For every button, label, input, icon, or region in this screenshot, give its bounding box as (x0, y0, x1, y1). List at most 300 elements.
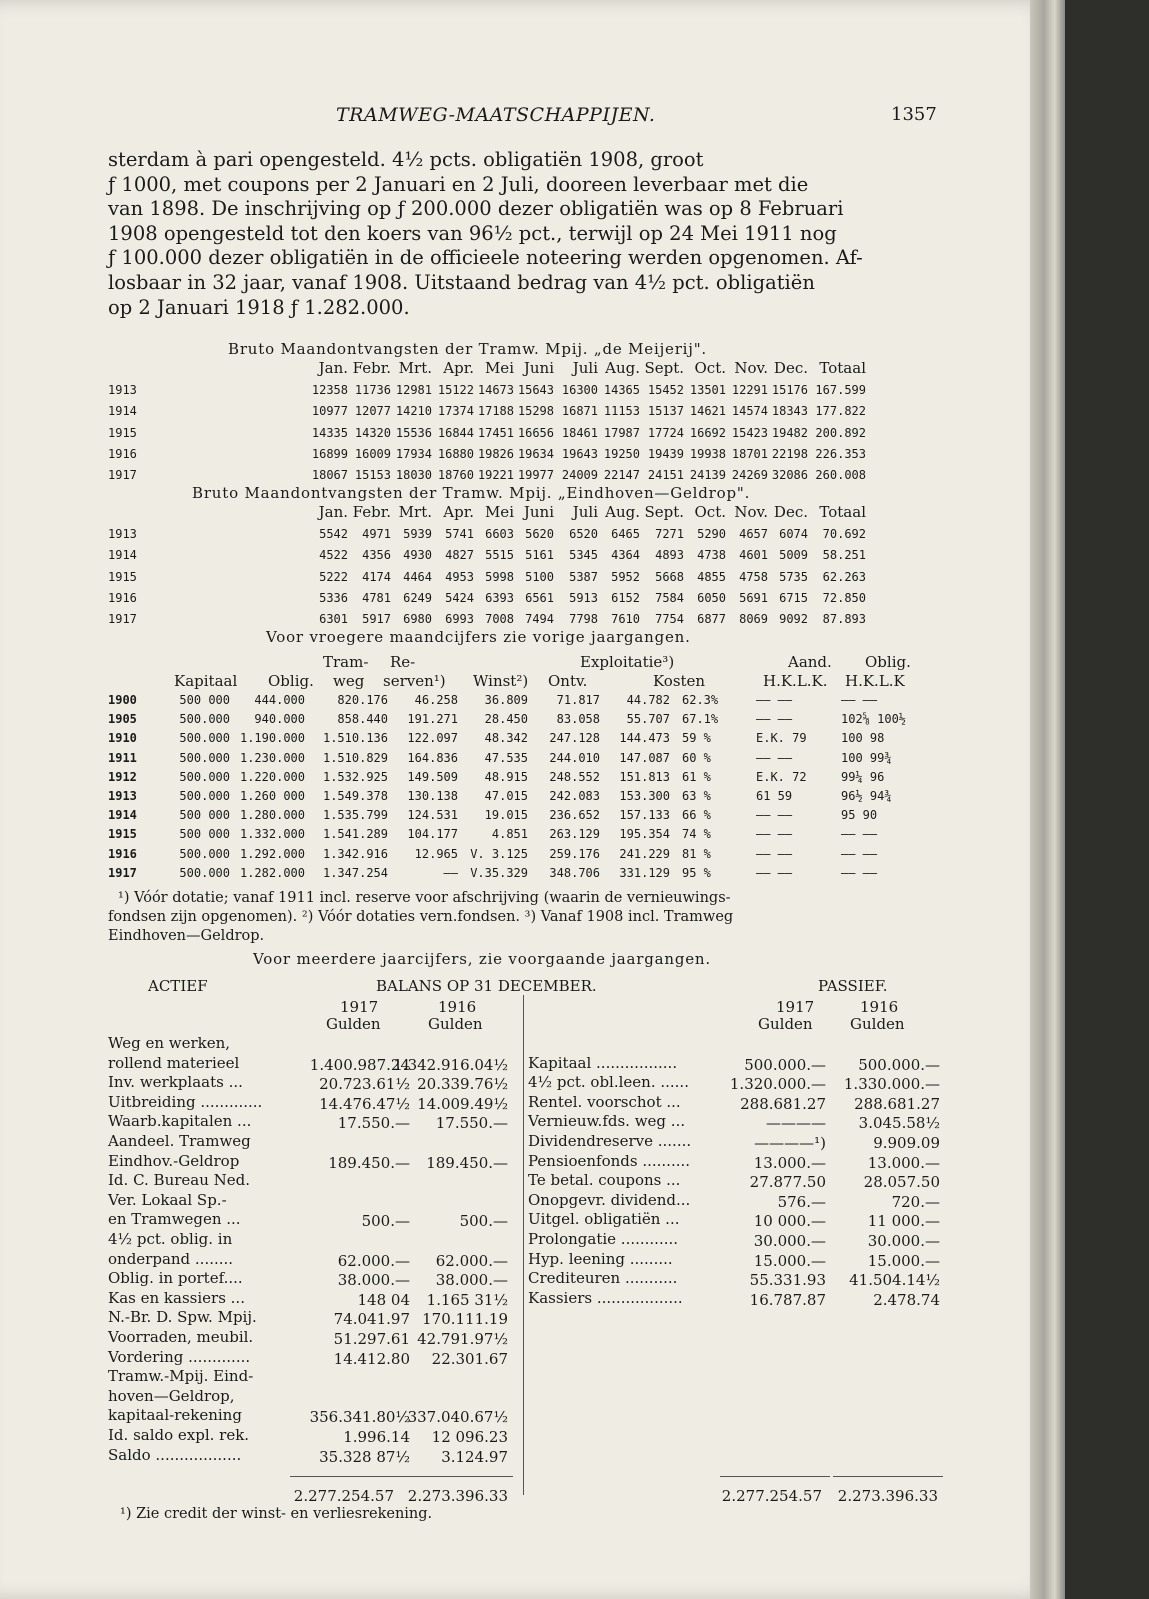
column-header: Mei (484, 503, 514, 521)
table-cell: 500 000 (179, 693, 230, 707)
asset-value-1917: 148 04 (357, 1290, 410, 1309)
asset-label: Ver. Lokaal Sp.- (108, 1190, 227, 1209)
table-cell: 18701 (731, 446, 768, 461)
asset-label: Weg en werken, (108, 1034, 231, 1052)
asset-label: Saldo .................. (108, 1445, 242, 1464)
table-cell: 72.850 (822, 590, 866, 605)
table-cell: 19221 (477, 468, 514, 483)
row-year: 1915 (108, 425, 137, 440)
table-cell: 9092 (779, 612, 808, 627)
liability-value-1917: 1.320.000.— (729, 1075, 826, 1094)
table-cell: 241.229 (619, 846, 670, 861)
liability-value-1916: 30.000.— (867, 1232, 940, 1250)
column-header: Sept. (644, 359, 684, 377)
table-cell: 153.300 (619, 789, 670, 803)
asset-label: Uitbreiding ............. (108, 1092, 263, 1111)
table-cell: 1.332.000 (239, 827, 305, 842)
total-assets-1916: 2.273.396.33 (407, 1487, 508, 1505)
table-cell: 100 98 (841, 731, 885, 746)
table-cell: 4464 (403, 569, 432, 584)
asset-value-1916: 500.— (459, 1212, 508, 1231)
table-cell: 16656 (517, 425, 554, 440)
table-cell: 17374 (437, 404, 474, 419)
table-cell: 5387 (569, 569, 598, 584)
table-cell: 500.000 (179, 769, 230, 784)
column-header: Mei (484, 359, 514, 377)
table-cell: 6152 (611, 590, 640, 605)
history-header: Aand. (788, 653, 832, 671)
table-cell: 6603 (485, 527, 514, 541)
table-cell: 14335 (311, 425, 348, 440)
table-cell: 15176 (771, 383, 808, 397)
liability-label: Onopgevr. dividend... (528, 1190, 691, 1209)
background (1065, 0, 1149, 1599)
table-cell: —— —— (756, 693, 793, 707)
table-cell: 226.353 (815, 446, 866, 461)
asset-value-1916: 170.111.19 (422, 1310, 508, 1329)
table-cell: 1.549.378 (322, 789, 388, 803)
column-header: Mrt. (398, 503, 432, 521)
table-cell: 6993 (445, 612, 474, 627)
table-cell: 48.915 (484, 769, 528, 784)
column-header: Apr. (443, 359, 474, 377)
table-cell: 500.000 (179, 846, 230, 861)
table-cell: 22147 (603, 468, 640, 483)
liability-value-1917: 55.331.93 (749, 1271, 826, 1290)
row-year: 1916 (108, 446, 137, 461)
asset-value-1917: 1.400.987.24 (309, 1055, 410, 1074)
liability-value-1917: 30.000.— (753, 1232, 826, 1250)
table-cell: 500.000 (179, 750, 230, 765)
row-year: 1914 (108, 808, 137, 823)
balance-footnote: ¹) Zie credit der winst- en verliesrekening. (120, 1506, 433, 1522)
table-cell: 260.008 (815, 468, 866, 483)
table-cell: —— —— (756, 808, 793, 823)
table-cell: 17987 (603, 425, 640, 440)
column-header: Jan. (318, 359, 348, 377)
table-cell: 444.000 (254, 693, 305, 707)
asset-label: Eindhov.-Geldrop (108, 1151, 240, 1170)
asset-value-1916: 3.124.97 (441, 1447, 508, 1466)
table-cell: 500.000 (179, 789, 230, 803)
asset-value-1916: 38.000.— (435, 1271, 508, 1290)
table-cell: 6050 (697, 590, 726, 605)
table-cell: 47.535 (484, 750, 528, 765)
column-header: Totaal (819, 503, 866, 521)
column-header: Totaal (819, 359, 866, 377)
liability-value-1917: 500.000.— (744, 1055, 826, 1074)
table-cell: 19634 (517, 446, 554, 461)
table-cell: 5917 (362, 612, 391, 627)
total-liabilities-1917: 2.277.254.57 (721, 1487, 822, 1505)
liability-value-1916: 9.909.09 (873, 1134, 940, 1152)
table-cell: 16009 (354, 446, 391, 461)
table-cell: 6301 (319, 612, 348, 627)
asset-label: Tramw.-Mpij. Eind- (108, 1367, 254, 1386)
history-header: Winst²) (473, 672, 529, 690)
table-cell: 12077 (354, 404, 391, 419)
table-cell: 500.000 (179, 865, 230, 880)
table-cell: 331.129 (619, 865, 670, 880)
table-cell: 19439 (647, 446, 684, 461)
history-header: Oblig. (865, 653, 911, 671)
table-cell: 17451 (477, 425, 514, 440)
table-cell: 4174 (362, 569, 391, 584)
column-header: Nov. (734, 359, 768, 377)
liability-value-1916: 13.000.— (867, 1153, 940, 1172)
table-cell: 11153 (603, 404, 640, 419)
table-cell: —— —— (756, 750, 793, 765)
history-header: Exploitatie³) (580, 653, 675, 671)
liability-label: Kassiers .................. (528, 1288, 683, 1307)
table-cell: 259.176 (549, 846, 600, 861)
table-cell: 4953 (445, 569, 474, 584)
table-cell: 1.230.000 (239, 750, 305, 765)
asset-value-1916: 17.550.— (435, 1114, 508, 1133)
table-cell: 15153 (354, 468, 391, 483)
table-cell: 6520 (569, 527, 598, 541)
table-cell: 157.133 (619, 808, 670, 823)
table-cell: 66 % (682, 808, 711, 823)
row-year: 1911 (108, 750, 137, 765)
table-cell: 46.258 (414, 693, 458, 707)
table-cell: 61 59 (756, 789, 793, 803)
table-cell: 59 % (682, 731, 711, 746)
history-header: Re- (390, 653, 416, 671)
asset-label: onderpand ........ (108, 1249, 234, 1268)
table-cell: 17724 (647, 425, 684, 440)
liability-value-1917: 288.681.27 (740, 1094, 826, 1113)
asset-value-1917: 20.723.61½ (319, 1075, 410, 1094)
table-cell: V.35.329 (470, 865, 528, 880)
table-cell: 500 000 (179, 827, 230, 842)
table-cell: 15137 (647, 404, 684, 419)
table-cell: 14210 (395, 404, 432, 419)
table-cell: 55.707 (626, 712, 670, 727)
table-cell: 19643 (561, 446, 598, 461)
table-cell: 14574 (731, 404, 768, 419)
asset-value-1917: 500.— (361, 1212, 410, 1231)
liability-value-1916: 288.681.27 (854, 1094, 940, 1113)
table-cell: —— (443, 865, 458, 880)
table-cell: 4971 (362, 527, 391, 541)
asset-label: Vordering ............. (108, 1347, 251, 1366)
page-edge (1030, 0, 1065, 1599)
total-liabilities-1916: 2.273.396.33 (837, 1487, 938, 1505)
table-cell: —— —— (756, 827, 793, 842)
row-year: 1913 (108, 383, 137, 397)
history-header: Oblig. (268, 672, 314, 690)
liability-label: 4½ pct. obl.leen. ...... (528, 1073, 689, 1092)
row-year: 1916 (108, 846, 137, 861)
table-cell: 7494 (525, 612, 554, 627)
table-cell: 5741 (445, 527, 474, 541)
table-cell: 47.015 (484, 789, 528, 803)
table-cell: —— —— (756, 712, 793, 727)
table-cell: 348.706 (549, 865, 600, 880)
liability-value-1917: ————¹) (754, 1134, 826, 1152)
asset-value-1916: 42.791.97½ (417, 1330, 508, 1348)
table-cell: 96½ 94¾ (841, 789, 892, 803)
table-cell: 15452 (647, 383, 684, 397)
column-header: Apr. (443, 503, 474, 521)
row-year: 1915 (108, 827, 137, 842)
table-cell: 6074 (779, 527, 808, 541)
table-cell: 19938 (689, 446, 726, 461)
table-cell: 6465 (611, 527, 640, 541)
table-cell: 12.965 (414, 846, 458, 861)
liability-value-1916: 41.504.14½ (849, 1271, 940, 1290)
unit-label: Gulden (326, 1015, 381, 1033)
table-cell: 14320 (354, 425, 391, 440)
running-title: TRAMWEG-MAATSCHAPPIJEN. (336, 104, 656, 126)
row-year: 1917 (108, 865, 137, 880)
table-cell: 16899 (311, 446, 348, 461)
table-cell: 14673 (477, 383, 514, 397)
table-cell: 4356 (362, 548, 391, 563)
history-header: Kapitaal (174, 672, 238, 690)
table-cell: 8069 (739, 612, 768, 627)
table-cell: 7008 (485, 612, 514, 627)
table-cell: 5952 (611, 569, 640, 584)
table-cell: 62.3% (682, 693, 719, 707)
asset-value-1917: 38.000.— (337, 1271, 410, 1290)
row-year: 1917 (108, 468, 137, 483)
table-cell: 149.509 (407, 769, 458, 784)
table-cell: 17934 (395, 446, 432, 461)
balance-title: BALANS OP 31 DECEMBER. (376, 977, 597, 995)
table-cell: 99¼ 96 (841, 769, 885, 784)
table-cell: 5515 (485, 548, 514, 563)
table-cell: 14365 (603, 383, 640, 397)
row-year: 1913 (108, 789, 137, 803)
table-cell: 858.440 (337, 712, 388, 727)
eindhoven-note: Voor vroegere maandcijfers zie vorige jaargangen. (266, 628, 691, 646)
liability-label: Kapitaal ................. (528, 1053, 678, 1072)
column-header: Aug. (605, 359, 640, 377)
asset-value-1916: 20.339.76½ (417, 1075, 508, 1094)
table-cell: 4758 (739, 569, 768, 584)
table-cell: 5735 (779, 569, 808, 584)
liability-label: Uitgel. obligatiën ... (528, 1210, 680, 1229)
table-cell: 87.893 (822, 612, 866, 627)
paragraph-line: van 1898. De inschrijving op ƒ 200.000 dezer obligatiën was op 8 Februari (108, 197, 844, 221)
asset-label: Oblig. in portef.... (108, 1269, 243, 1288)
page-number: 1357 (891, 104, 937, 125)
table-cell: 167.599 (815, 383, 866, 397)
meijerij-caption: Bruto Maandontvangsten der Tramw. Mpij. „de Meijerij". (228, 340, 707, 358)
liability-value-1917: 27.877.50 (749, 1173, 826, 1192)
asset-value-1917: 51.297.61 (333, 1330, 410, 1348)
table-cell: 60 % (682, 750, 711, 765)
table-cell: 16692 (689, 425, 726, 440)
unit-label: Gulden (758, 1015, 813, 1033)
table-cell: 6980 (403, 612, 432, 627)
table-cell: 5998 (485, 569, 514, 584)
row-year: 1905 (108, 712, 137, 727)
column-header: Mrt. (398, 359, 432, 377)
table-cell: 1.510.136 (322, 731, 388, 746)
paragraph-line: sterdam à pari opengesteld. 4½ pcts. obligatiën 1908, groot (108, 148, 704, 171)
column-header: Juli (572, 503, 598, 521)
table-cell: 19977 (517, 468, 554, 483)
table-cell: 11736 (354, 383, 391, 397)
table-cell: 191.271 (407, 712, 458, 727)
column-header: Oct. (694, 503, 726, 521)
table-cell: 4657 (739, 527, 768, 541)
history-footnote: fondsen zijn opgenomen). ²) Vóór dotaties vern.fondsen. ³) Vanaf 1908 incl. Tramweg (108, 909, 734, 925)
row-year: 1900 (108, 693, 137, 707)
table-cell: 12291 (731, 383, 768, 397)
column-header: Dec. (773, 359, 808, 377)
table-cell: 4781 (362, 590, 391, 605)
table-cell: 5100 (525, 569, 554, 584)
table-cell: —— —— (841, 846, 878, 861)
row-year: 1916 (108, 590, 137, 605)
liability-label: Prolongatie ............ (528, 1230, 679, 1248)
table-cell: 48.342 (484, 731, 528, 746)
liability-value-1917: 16.787.87 (749, 1290, 826, 1309)
history-note: Voor meerdere jaarcijfers, zie voorgaande jaargangen. (253, 950, 711, 968)
table-cell: 16880 (437, 446, 474, 461)
table-cell: 44.782 (626, 693, 670, 707)
actief-heading: ACTIEF (148, 977, 208, 995)
column-header: Aug. (605, 503, 640, 521)
row-year: 1917 (108, 612, 137, 627)
table-cell: 7610 (611, 612, 640, 627)
table-cell: 14621 (689, 404, 726, 419)
table-cell: —— —— (841, 693, 878, 707)
table-cell: 15298 (517, 404, 554, 419)
table-cell: 5290 (697, 527, 726, 541)
table-cell: 83.058 (556, 712, 600, 727)
paragraph-line: op 2 Januari 1918 ƒ 1.282.000. (108, 295, 410, 319)
table-cell: 4364 (611, 548, 640, 563)
asset-value-1916: 189.450.— (426, 1153, 508, 1172)
asset-label: en Tramwegen ... (108, 1210, 241, 1229)
table-cell: 1.510.829 (322, 750, 388, 765)
history-header: H.K.L.K (845, 672, 905, 690)
history-footnote: Eindhoven—Geldrop. (108, 928, 265, 944)
table-cell: 7584 (655, 590, 684, 605)
table-cell: 36.809 (484, 693, 528, 707)
table-cell: 17188 (477, 404, 514, 419)
table-cell: —— —— (841, 827, 878, 842)
table-cell: 24151 (647, 468, 684, 483)
table-cell: 22198 (771, 446, 808, 461)
table-cell: 4738 (697, 548, 726, 563)
table-cell: 24269 (731, 468, 768, 483)
asset-value-1916: 337.040.67½ (407, 1408, 508, 1427)
total-assets-1917: 2.277.254.57 (293, 1487, 394, 1505)
asset-label: 4½ pct. oblig. in (108, 1230, 233, 1248)
table-cell: 15536 (395, 425, 432, 440)
asset-value-1917: 17.550.— (337, 1114, 410, 1133)
table-cell: 6249 (403, 590, 432, 605)
history-header: serven¹) (383, 672, 446, 690)
liability-value-1917: 15.000.— (753, 1251, 826, 1270)
table-cell: 5345 (569, 548, 598, 563)
asset-value-1916: 12 096.23 (431, 1428, 508, 1446)
asset-value-1916: 1.342.916.04½ (393, 1055, 508, 1074)
liability-value-1916: 500.000.— (858, 1055, 940, 1074)
table-cell: 19.015 (484, 808, 528, 823)
table-cell: 95 % (682, 865, 711, 880)
row-year: 1914 (108, 548, 137, 563)
paragraph-line: ƒ 100.000 dezer obligatiën in de officieele noteering werden opgenomen. Af- (108, 246, 863, 270)
table-cell: 13501 (689, 383, 726, 397)
table-cell: 16871 (561, 404, 598, 419)
table-cell: 12358 (311, 383, 348, 397)
asset-value-1916: 62.000.— (435, 1251, 508, 1270)
paragraph-line: losbaar in 32 jaar, vanaf 1908. Uitstaand bedrag van 4½ pct. obligatiën (108, 270, 815, 294)
table-cell: 5424 (445, 590, 474, 605)
liability-value-1916: 15.000.— (867, 1251, 940, 1270)
year-1917: 1917 (776, 998, 815, 1016)
asset-value-1917: 35.328 87½ (319, 1447, 410, 1466)
asset-label: Waarb.kapitalen ... (108, 1112, 252, 1131)
history-header: weg (333, 672, 365, 690)
table-cell: 820.176 (337, 693, 388, 707)
table-cell: 71.817 (556, 693, 600, 707)
table-cell: 1.292.000 (239, 846, 305, 861)
table-cell: 1.190.000 (239, 731, 305, 746)
liability-value-1917: 576.— (777, 1192, 826, 1211)
table-cell: E.K. 79 (756, 731, 807, 746)
paragraph-line: ƒ 1000, met coupons per 2 Januari en 2 Juli, dooreen leverbaar met die (108, 172, 809, 196)
table-cell: 195.354 (619, 827, 670, 842)
liability-label: Vernieuw.fds. weg ... (528, 1112, 686, 1131)
row-year: 1910 (108, 731, 137, 746)
table-cell: 1.535.799 (322, 808, 388, 823)
table-cell: 19250 (603, 446, 640, 461)
table-cell: 18760 (437, 468, 474, 483)
table-cell: —— —— (756, 865, 793, 880)
table-cell: 5009 (779, 548, 808, 563)
table-cell: 7798 (569, 612, 598, 627)
liability-label: Hyp. leening ......... (528, 1249, 673, 1268)
column-header: Jan. (318, 503, 348, 521)
table-cell: 18030 (395, 468, 432, 483)
liability-label: Te betal. coupons ... (528, 1171, 681, 1190)
table-cell: 24139 (689, 468, 726, 483)
table-cell: 19482 (771, 425, 808, 440)
liability-value-1916: 720.— (891, 1192, 940, 1211)
table-cell: 74 % (682, 827, 711, 842)
table-cell: 16300 (561, 383, 598, 397)
table-cell: 70.692 (822, 527, 866, 541)
table-cell: 10977 (311, 404, 348, 419)
table-cell: 200.892 (815, 425, 866, 440)
table-cell: 248.552 (549, 769, 600, 784)
liability-value-1917: 13.000.— (753, 1153, 826, 1172)
asset-value-1917: 14.476.47½ (319, 1094, 410, 1113)
paragraph-line: 1908 opengesteld tot den koers van 96½ pct., terwijl op 24 Mei 1911 nog (108, 221, 837, 245)
liability-value-1916: 11 000.— (867, 1212, 940, 1231)
table-cell: 6393 (485, 590, 514, 605)
asset-label: Id. saldo expl. rek. (108, 1426, 250, 1444)
unit-label: Gulden (428, 1015, 483, 1033)
history-header: Ontv. (548, 672, 588, 690)
table-cell: 32086 (771, 468, 808, 483)
table-cell: 6877 (697, 612, 726, 627)
liability-value-1916: 2.478.74 (873, 1290, 940, 1309)
column-header: Oct. (694, 359, 726, 377)
table-cell: 15643 (517, 383, 554, 397)
table-cell: 81 % (682, 846, 711, 861)
row-year: 1913 (108, 527, 137, 541)
asset-value-1916: 22.301.67 (431, 1349, 508, 1368)
